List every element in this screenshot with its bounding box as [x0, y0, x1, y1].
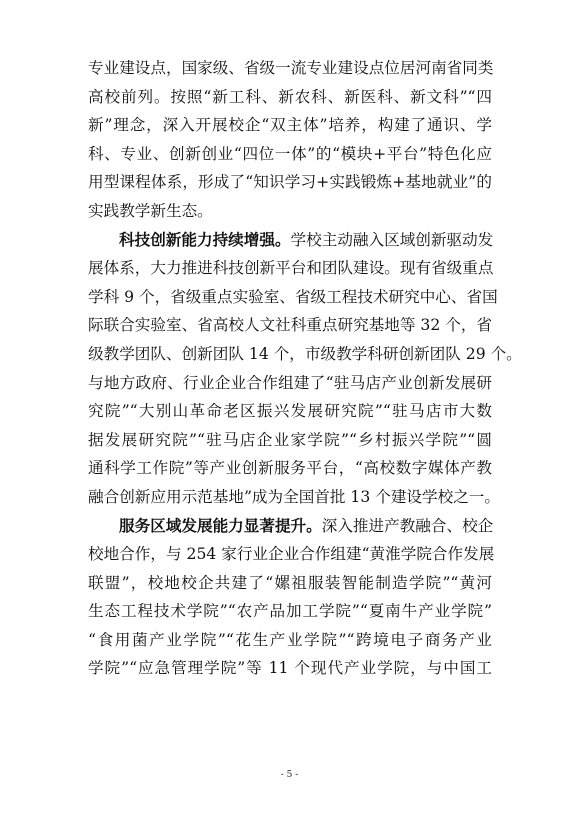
text-line: 级教学团队、创新团队 14 个，市级教学科研创新团队 29 个。 — [88, 344, 522, 363]
text-line: 校地合作，与 254 家行业企业合作组建“黄淮学院合作发展 — [88, 545, 495, 564]
text-line: 究院”“大别山革命老区振兴发展研究院”“驻马店市大数 — [88, 402, 492, 421]
text-line: 学科 9 个，省级重点实验室、省级工程技术研究中心、省国 — [88, 287, 498, 306]
text-line: 通科学工作院”等产业创新服务平台，“高校数字媒体产教 — [88, 459, 492, 478]
text-line: 与地方政府、行业企业合作组建了“驻马店产业创新发展研 — [88, 373, 492, 392]
text-line: 生态工程技术学院”“农产品加工学院”“夏南牛产业学院” — [88, 602, 492, 621]
text-line: 际联合实验室、省高校人文社科重点研究基地等 32 个，省 — [88, 316, 493, 335]
paragraph-heading: 科技创新能力持续增强。 — [119, 229, 291, 249]
text-line: 融合创新应用示范基地”成为全国首批 13 个建设学校之一。 — [88, 487, 500, 506]
text-line: 据发展研究院”“驻马店企业家学院”“乡村振兴学院”“圆 — [88, 430, 492, 449]
text-line: “食用菌产业学院”“花生产业学院”“跨境电子商务产业 — [88, 630, 492, 649]
text-run: 学校主动融入区域创新驱动发 — [290, 230, 494, 249]
text-line: 高校前列。按照“新工科、新农科、新医科、新文科”“四 — [88, 87, 492, 106]
body-text — [88, 54, 522, 683]
text-line: 用型课程体系，形成了“知识学习+实践锻炼+基地就业”的 — [88, 173, 492, 192]
paragraph-teaching-ecology — [88, 54, 492, 226]
paragraph-heading: 服务区域发展能力显著提升。 — [119, 515, 322, 535]
text-line: 科、专业、创新创业“四位一体”的“模块+平台”特色化应 — [88, 144, 492, 163]
text-line: 联盟”，校地校企共建了“嫘祖服装智能制造学院”“黄河 — [88, 573, 492, 592]
text-line — [88, 226, 492, 255]
text-run: 深入推进产教融合、校企 — [321, 516, 494, 535]
text-line: 展体系，大力推进科技创新平台和团队建设。现有省级重点 — [88, 259, 494, 278]
text-line — [88, 512, 492, 541]
text-line: 学院”“应急管理学院”等 11 个现代产业学院，与中国工 — [88, 659, 492, 678]
text-line: 专业建设点，国家级、省级一流专业建设点位居河南省同类 — [88, 59, 494, 77]
text-line: 实践教学新生态。 — [88, 201, 213, 220]
paragraph-regional-service — [88, 512, 495, 684]
page-number: - 5 - — [280, 770, 299, 780]
paragraph-tech-innovation — [88, 226, 522, 512]
text-line: 新”理念，深入开展校企“双主体”培养，构建了通识、学 — [88, 116, 492, 135]
